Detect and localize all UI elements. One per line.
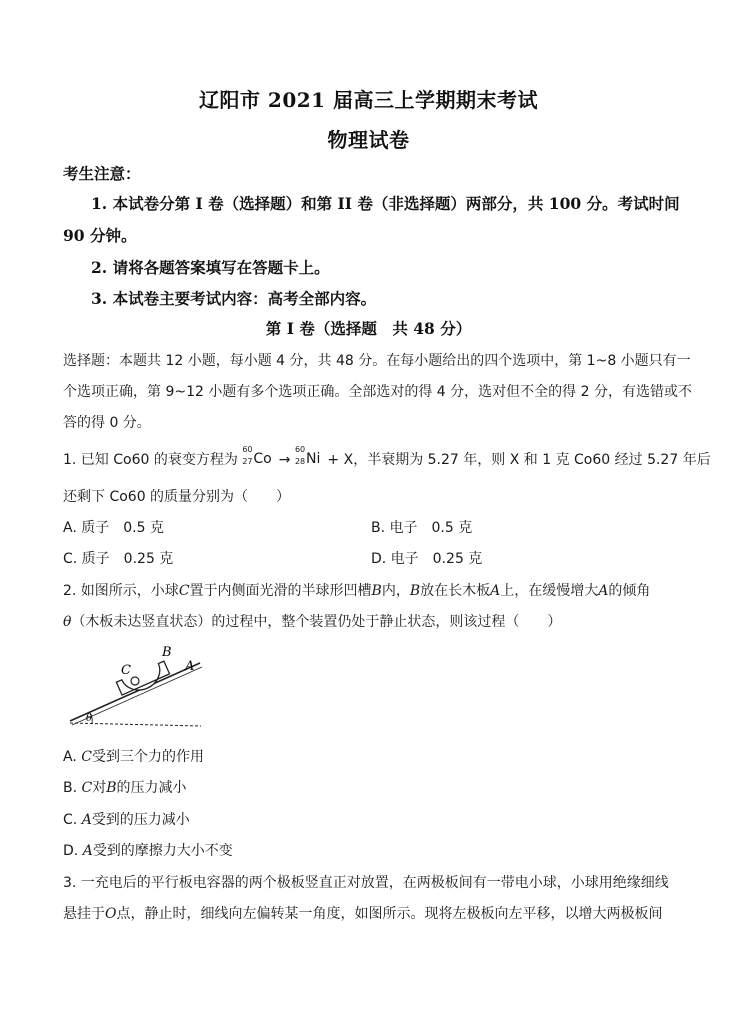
label-c: C [121,663,131,678]
nickel-atomic-number: 28 [294,457,306,466]
var-theta: θ [63,614,72,630]
question-2-line-2 [63,611,561,631]
cobalt-mass-number: 60 [242,445,253,454]
option-b-var: C [81,780,93,796]
question-1-line-2: 还剩下 Co60 的质量分别为（ ） [63,489,291,505]
question-2-line-1 [63,580,650,600]
question-1-prefix: 1. 已知 Co60 的衰变方程为 [63,452,238,468]
option-d-text: 受到的摩擦力大小不变 [92,843,233,859]
section-1-desc-line-3: 答的得 0 分。 [63,415,151,431]
option-c-letter: C. [63,812,82,828]
option-d-letter: D. [63,843,83,859]
label-b: B [162,645,172,660]
exam-title: 辽阳市 2021 届高三上学期期末考试 [198,88,539,112]
option-b-text: 的压力减小 [116,780,187,796]
var-a: A [490,583,501,599]
section-1-title: 第 I 卷（选择题 共 48 分） [265,319,472,338]
option-b-mid: 对 [92,780,107,796]
question-2-line-2-text: （木板未达竖直状态）的过程中，整个装置仍处于静止状态，则该过程（ ） [71,614,562,630]
option-c-text: 受到的压力减小 [91,812,190,828]
plus-x: + X [327,452,354,468]
notice-item-3: 3. 本试卷主要考试内容：高考全部内容。 [91,289,377,308]
notice-item-2: 2. 请将各题答案填写在答题卡上。 [91,258,330,277]
var-a-2: A [598,583,609,599]
cobalt-symbol: Co [253,451,272,467]
notice-item-1-line-1: 1. 本试卷分第 I 卷（选择题）和第 II 卷（非选择题）两部分，共 100 分。考试时间 [91,194,680,213]
question-3-text-b: 点，静止时，细线向左偏转某一角度，如图所示。现将左极板向左平移，以增大两极板间 [116,906,663,922]
var-b: B [371,583,382,599]
question-3-text-a: 悬挂于 [63,906,105,922]
var-b-2: B [409,583,421,599]
var-c: C [178,583,190,599]
incline-diagram [66,640,216,730]
option-c-var: A [81,812,92,828]
reaction-arrow: → [278,452,291,468]
option-b-var-2: B [106,780,117,796]
option-a-text: 受到三个力的作用 [91,749,204,765]
question-2-option-b[interactable] [63,777,187,797]
question-1-line-1 [63,445,711,469]
question-3-line-1: 3. 一充电后的平行板电容器的两个极板竖直正对放置，在两极板间有一带电小球，小球用绝缘细线 [63,875,669,891]
notice-item-1-line-2: 90 分钟。 [63,226,137,245]
nickel-symbol: Ni [305,451,321,467]
question-2-text-e: 上，在缓慢增大 [500,583,599,599]
question-1-option-a[interactable]: A. 质子 0.5 克 [63,520,164,536]
option-a-letter: A. [63,749,82,765]
question-1-option-c[interactable]: C. 质子 0.25 克 [63,551,174,567]
label-theta: θ [86,713,93,724]
option-a-var: C [81,749,92,765]
exam-subtitle: 物理试卷 [327,128,410,152]
question-2-text-d: 放在长木板 [420,583,491,599]
question-1-option-d[interactable]: D. 电子 0.25 克 [371,551,483,567]
section-1-desc-line-2: 个选项正确，第 9~12 小题有多个选项正确。全部选对的得 4 分，选对但不全的得 2 分，有选错或不 [63,384,692,400]
label-a: A [185,659,195,674]
nickel-nuclide [294,445,321,468]
section-1-desc-line-1: 选择题：本题共 12 小题，每小题 4 分，共 48 分。在每小题给出的四个选项中，第 1~8 小题只有一 [63,353,691,369]
var-o: O [105,906,117,922]
cobalt-nuclide [242,445,272,468]
question-2-text-c: 内， [381,583,410,599]
notice-heading: 考生注意： [63,164,141,183]
question-2-text-b: 置于内侧面光滑的半球形凹槽 [189,583,372,599]
question-1-option-b[interactable]: B. 电子 0.5 克 [371,520,473,536]
question-3-line-2 [63,903,662,923]
cobalt-atomic-number: 27 [242,457,253,466]
question-2-text-f: 的倾角 [608,583,651,599]
ball-c [131,677,139,685]
question-2-option-c[interactable] [63,809,190,829]
option-b-letter: B. [63,780,82,796]
question-2-option-a[interactable] [63,746,204,766]
nickel-mass-number: 60 [294,445,306,454]
question-2-option-d[interactable] [63,840,233,860]
question-2-text-a: 2. 如图所示，小球 [63,583,179,599]
option-d-var: A [82,843,93,859]
question-1-suffix: ，半衰期为 5.27 年，则 X 和 1 克 Co60 经过 5.27 年后 [353,452,711,468]
